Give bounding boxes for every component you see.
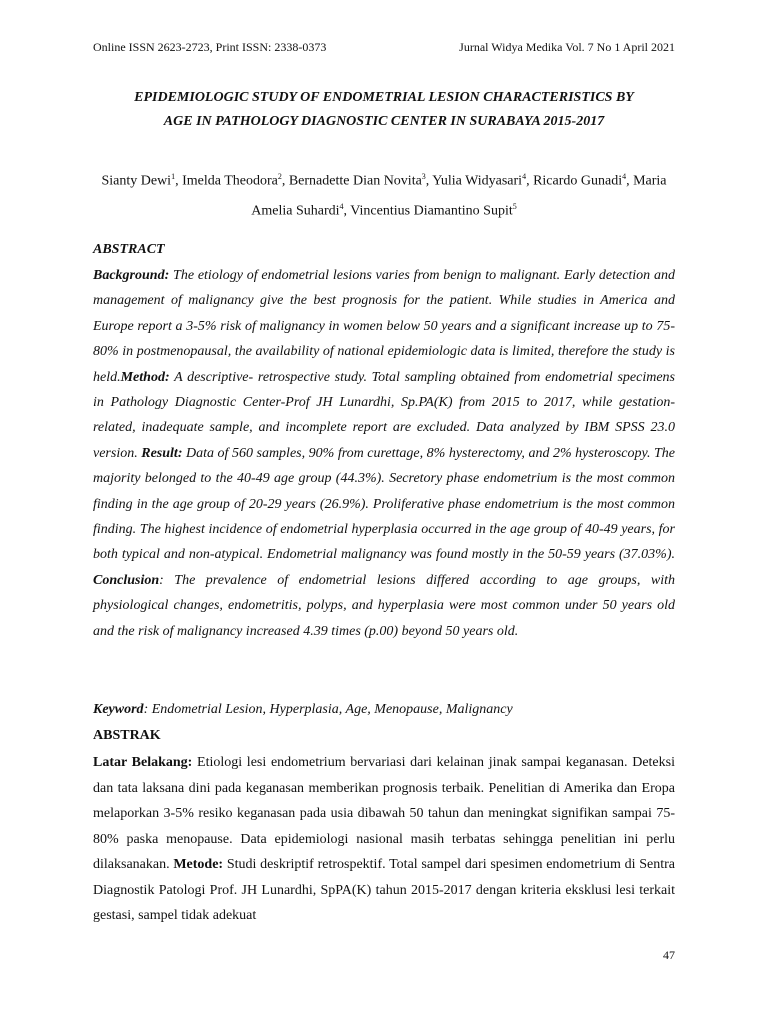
author-affiliation: 4 xyxy=(622,172,627,181)
latar-label: Latar Belakang: xyxy=(93,755,193,770)
author: Vincentius Diamantino Supit xyxy=(350,203,513,219)
author-affiliation: 4 xyxy=(339,201,344,211)
title-line-1: EPIDEMIOLOGIC STUDY OF ENDOMETRIAL LESION CHARACTERISTICS BY xyxy=(134,90,634,105)
method-text: A descriptive- retrospective study. Total sampling obtained from endometrial specimens in Pathology Diagnostic Center-Prof JH Lunardhi, Sp.PA(K) from 2015 to 2017, while gestation-related, inadequate sample, and incomplete report are excluded. Data analyzed by IBM SPSS 23.0 version. xyxy=(93,369,675,461)
abstrak-heading: ABSTRAK xyxy=(93,728,161,743)
conclusion-text: : The prevalence of endometrial lesions differed according to age groups, with physiological changes, endometritis, polyps, and hyperplasia were most common under 50 years old and the risk of malignancy increased 4.39 times (p.00) beyond 50 years old. xyxy=(93,572,675,639)
author-affiliation: 5 xyxy=(512,201,517,211)
abstract-heading: ABSTRACT xyxy=(93,242,165,257)
author: Bernadette Dian Novita xyxy=(288,173,422,189)
author-affiliation: 3 xyxy=(421,172,426,181)
author: Yulia Widyasari xyxy=(432,173,523,189)
abstract-body xyxy=(93,263,675,644)
keyword-label: Keyword xyxy=(93,702,144,717)
method-label: Method: xyxy=(120,369,170,385)
latar-text: Etiologi lesi endometrium bervariasi dari kelainan jinak sampai keganasan. Deteksi dan tata laksana dini pada keganasan memberikan prognosis terbaik. Penelitian di Amerika dan Eropa melaporkan 3-5% resiko keganasan pada usia dibawah 50 tahun dan meningkat signifikan sampai 75-80% paska menopause. Data epidemiologi nasional masih terbatas sehingga penelitian ini perlu dilaksanakan. xyxy=(93,755,675,872)
metode-label: Metode: xyxy=(173,857,224,872)
background-label: Background: xyxy=(93,268,170,283)
running-header xyxy=(93,40,675,55)
author: Maria Amelia Suhardi xyxy=(251,173,667,219)
author-affiliation: 2 xyxy=(277,172,282,181)
author-list: Sianty Dewi$^1$, Imelda Theodora$^2$, Bernadette Dian Novita$^3$, Yulia Widyasari$^4$, Ricardo Gunadi$^4$, Maria Amelia Suhardi$^4$, Vincentius Diamantino Supit$^5$ xyxy=(101,172,667,219)
paper-title xyxy=(93,86,675,134)
keywords xyxy=(93,702,675,718)
author-affiliation: 4 xyxy=(522,172,527,181)
author: Ricardo Gunadi xyxy=(533,173,623,189)
journal-info: Jurnal Widya Medika Vol. 7 No 1 April 2021 xyxy=(459,40,675,54)
author-affiliation: 1 xyxy=(171,172,176,181)
abstrak-body xyxy=(93,750,675,929)
page-number: 47 xyxy=(663,948,675,962)
issn-text: Online ISSN 2623-2723, Print ISSN: 2338-0373 xyxy=(93,40,327,54)
metode-text: Studi deskriptif retrospektif. Total sampel dari spesimen endometrium di Sentra Diagnostik Patologi Prof. JH Lunardhi, SpPA(K) tahun 2015-2017 dengan kriteria eksklusi lesi terkait gestasi, sampel tidak adekuat xyxy=(93,857,675,923)
title-line-2: AGE IN PATHOLOGY DIAGNOSTIC CENTER IN SURABAYA 2015-2017 xyxy=(163,114,605,129)
conclusion-label: Conclusion xyxy=(93,572,160,588)
author: Imelda Theodora xyxy=(182,173,278,189)
result-label: Result: xyxy=(141,445,183,461)
keyword-text: : Endometrial Lesion, Hyperplasia, Age, Menopause, Malignancy xyxy=(143,702,513,717)
author: Sianty Dewi xyxy=(101,173,172,189)
result-text: Data of 560 samples, 90% from curettage, 8% hysterectomy, and 2% hysteroscopy. The majority belonged to the 40-49 age group (44.3%). Secretory phase endometrium is the most common finding in the age group of 20-29 years (26.9%). Proliferative phase endometrium is the most common finding. The highest incidence of endometrial hyperplasia occurred in the age group of 40-49 years, for both typical and non-atypical. Endometrial malignancy was found mostly in the 50-59 years (37.03%). xyxy=(93,445,675,563)
background-text: The etiology of endometrial lesions varies from benign to malignant. Early detection and management of malignancy give the best prognosis for the patient. While studies in America and Europe report a 3-5% risk of malignancy in women below 50 years and a significant increase up to 75-80% in postmenopausal, the availability of national epidemiologic data is limited, therefore the study is held. xyxy=(93,268,675,385)
